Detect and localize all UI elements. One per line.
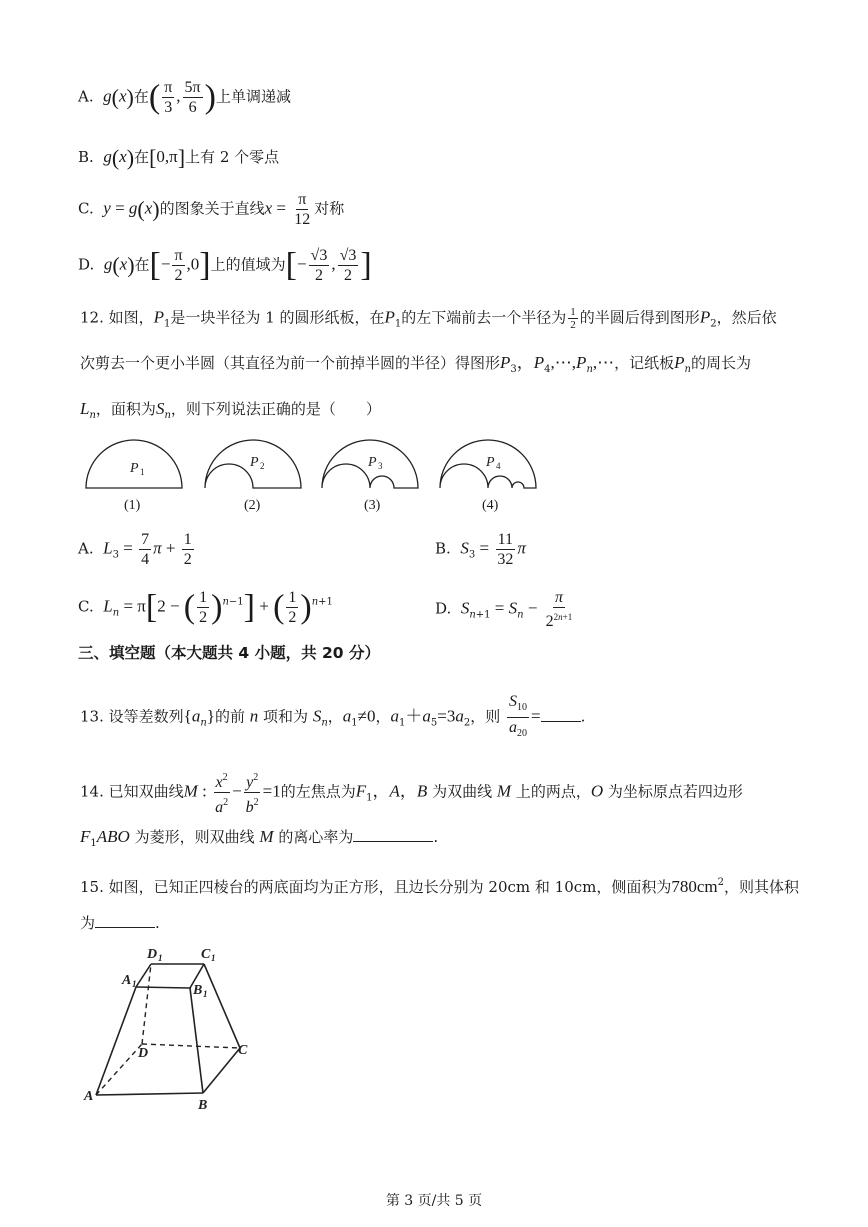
q15-text: 为 <box>80 914 96 932</box>
q14-text: 为坐标原点若四边形 <box>607 782 743 801</box>
vertex-d1: D <box>147 947 158 962</box>
svg-text:1: 1 <box>158 953 163 963</box>
q12-text: 的周长为 <box>691 354 752 372</box>
q11-option-a: A. g(x)在( $\frac{\pi}{3}$ , $\frac{5\pi}{6}$ )上单调递减 <box>78 78 291 116</box>
figure-label-p2: P <box>250 455 259 470</box>
question-number: 12. <box>80 308 104 327</box>
question-number: 14. <box>80 782 104 801</box>
q13: 13. 设等差数列$\{a_n\}$的前 n 项和为 $S_n$，$a_1\ne 0$，$a_1+a_5=3a_2$，则 $\frac{S_{10}}{a_{20}}$ = . <box>80 693 586 739</box>
vertex-c1: C <box>201 947 211 962</box>
vertex-c: C <box>238 1043 248 1058</box>
option-label: B. <box>435 539 451 558</box>
option-text: 上单调递减 <box>215 87 291 106</box>
option-label: A. <box>78 87 94 106</box>
q13-text: 项和为 <box>263 707 309 726</box>
vertex-a1: A <box>122 973 132 988</box>
option-label: A. <box>78 539 94 558</box>
q12-text: 次剪去一个更小半圆（其直径为前一个前掉半圆的半径）得图形 <box>80 354 501 372</box>
option-text: 的图象关于直线 <box>159 199 265 218</box>
section-title: 三、填空题（本大题共 4 小题，共 20 分） <box>78 644 380 662</box>
q14-text: 为双曲线 <box>432 782 493 801</box>
q15-line-1: 15. 如图，已知正四棱台的两底面均为正方形，且边长分别为 20cm 和 10cm，侧面积为$780cm^2$，则其体积 <box>80 877 800 896</box>
q12-line-3: $L_n$，面积为$S_n$，则下列说法正确的是（ ） <box>80 399 381 421</box>
q14-text: 的离心率为 <box>278 828 354 846</box>
figure-label-p4: P <box>486 455 495 470</box>
q14-line-2: $F_1ABO$ 为菱形，则双曲线 M 的离心率为 . <box>80 827 439 849</box>
q12-option-c: C. $L_n = \pi[2$ − ( $\frac{1}{2}$ )$^{n-1}$] + ( $\frac{1}{2}$ )$^{n+1}$ <box>78 588 333 626</box>
q12-text: 的左下端前去一个半径为 <box>401 308 567 327</box>
q14-text: 为菱形，则双曲线 <box>134 828 255 846</box>
svg-text:3: 3 <box>378 461 383 471</box>
option-label: C. <box>78 199 94 218</box>
q12-text: ，记纸板 <box>614 354 675 372</box>
q12-option-d: D. $S_{n+1} = S_n$ − $\frac{\pi}{2^{2n+1}}$ <box>435 589 573 630</box>
q14-text: . <box>433 828 439 846</box>
vertex-b1: B <box>193 983 203 998</box>
frustum-figure <box>80 940 270 1115</box>
q11-option-b: B. g(x)在[0,π]上有 2 个零点 <box>78 145 280 170</box>
q15-text: . <box>155 914 160 932</box>
q13-text: . <box>580 707 586 726</box>
option-text: 在 <box>134 255 150 274</box>
q12-line-2: 次剪去一个更小半圆（其直径为前一个前掉半圆的半径）得图形$P_3$，$P_4,\cdots,P_n,\cdots$，记纸板$P_n$的周长为 <box>80 353 752 375</box>
q13-text: ， <box>375 707 391 726</box>
q14-text: 上的两点， <box>515 782 591 801</box>
svg-text:1: 1 <box>203 989 208 999</box>
option-label: B. <box>78 148 94 166</box>
option-label: C. <box>78 597 94 616</box>
q14-line-1: 14. 已知双曲线M : $\frac{x^2}{a^2}$ − $\frac{y^2}{b^2}$ =1的左焦点为$F_1$，A，B 为双曲线 M 上的两点，O 为坐标原点若四边形 <box>80 768 743 817</box>
q12-text: 如图， <box>108 308 154 327</box>
answer-blank[interactable] <box>95 927 155 928</box>
q12-text: ，然后依 <box>716 308 777 327</box>
q14-text: 已知双曲线 <box>108 782 184 801</box>
q12-text: ，面积为 <box>95 400 156 418</box>
q12-text: ，则下列说法正确的是（ ） <box>170 400 381 418</box>
question-number: 13. <box>80 707 104 726</box>
q15-line-2 <box>80 912 160 934</box>
q15-area: 780cm <box>671 877 718 896</box>
figure-label-p1: P <box>130 461 139 476</box>
option-text: 在 <box>133 87 149 106</box>
vertex-a: A <box>84 1089 94 1104</box>
q14-text: 的左焦点为 <box>280 782 356 801</box>
vertex-d: D <box>138 1046 149 1061</box>
figure-caption-1: (1) <box>124 498 141 513</box>
q12-line-1: 12. 如图，$P_1$是一块半径为 1 的圆形纸板，在$P_1$的左下端前去一个半径为 $\frac{1}{2}$ 的半圆后得到图形$P_2$，然后依 <box>80 306 777 331</box>
figure-label-p3: P <box>368 455 377 470</box>
answer-blank[interactable] <box>541 721 581 722</box>
figure-caption-3: (3) <box>364 498 381 513</box>
page-footer: 第 3 页/共 5 页 <box>385 1193 483 1209</box>
answer-blank[interactable] <box>353 841 433 842</box>
q15-text: ，则其体积 <box>724 878 800 896</box>
option-text: 对称 <box>314 199 345 218</box>
figure-caption-2: (2) <box>244 498 261 513</box>
vertex-b: B <box>198 1098 208 1113</box>
option-text: 上的值域为 <box>210 255 286 274</box>
svg-text:1: 1 <box>140 467 145 477</box>
q15-text: 如图，已知正四棱台的两底面均为正方形，且边长分别为 20cm 和 10cm，侧面积为 <box>108 878 672 896</box>
q12-text: 是一块半径为 1 的圆形纸板，在 <box>170 308 385 327</box>
svg-text:2: 2 <box>260 461 265 471</box>
q12-text: 的半圆后得到图形 <box>579 308 700 327</box>
svg-text:1: 1 <box>132 979 137 989</box>
figure-caption-4: (4) <box>482 498 499 513</box>
question-number: 15. <box>80 878 104 896</box>
q13-text: ， <box>327 707 343 726</box>
q13-text: 设等差数列 <box>108 707 184 726</box>
q13-text: 的前 <box>214 707 245 726</box>
svg-text:4: 4 <box>496 461 501 471</box>
svg-text:1: 1 <box>211 953 216 963</box>
q12-option-a: A. $L_3$ = $\frac{7}{4}$ π + $\frac{1}{2}$ <box>78 531 192 568</box>
q11-option-c: C. y = g(x)的图象关于直线x = $\frac{\pi}{12}$ 对称 <box>78 191 345 228</box>
option-text: 上有 2 个零点 <box>185 148 280 166</box>
option-label: D. <box>435 599 452 618</box>
option-label: D. <box>78 255 95 274</box>
q13-text: ，则 <box>470 707 501 726</box>
q11-option-d: D. g(x)在[− $\frac{\pi}{2}$ ,0]上的值域为[− $\frac{√3}{2}$ , $\frac{√3}{2}$ ] <box>78 246 372 284</box>
q12-figures <box>80 436 550 516</box>
q12-option-b: B. $S_3$ = $\frac{11}{32}$ π <box>435 531 526 568</box>
option-text: 在 <box>134 148 150 166</box>
